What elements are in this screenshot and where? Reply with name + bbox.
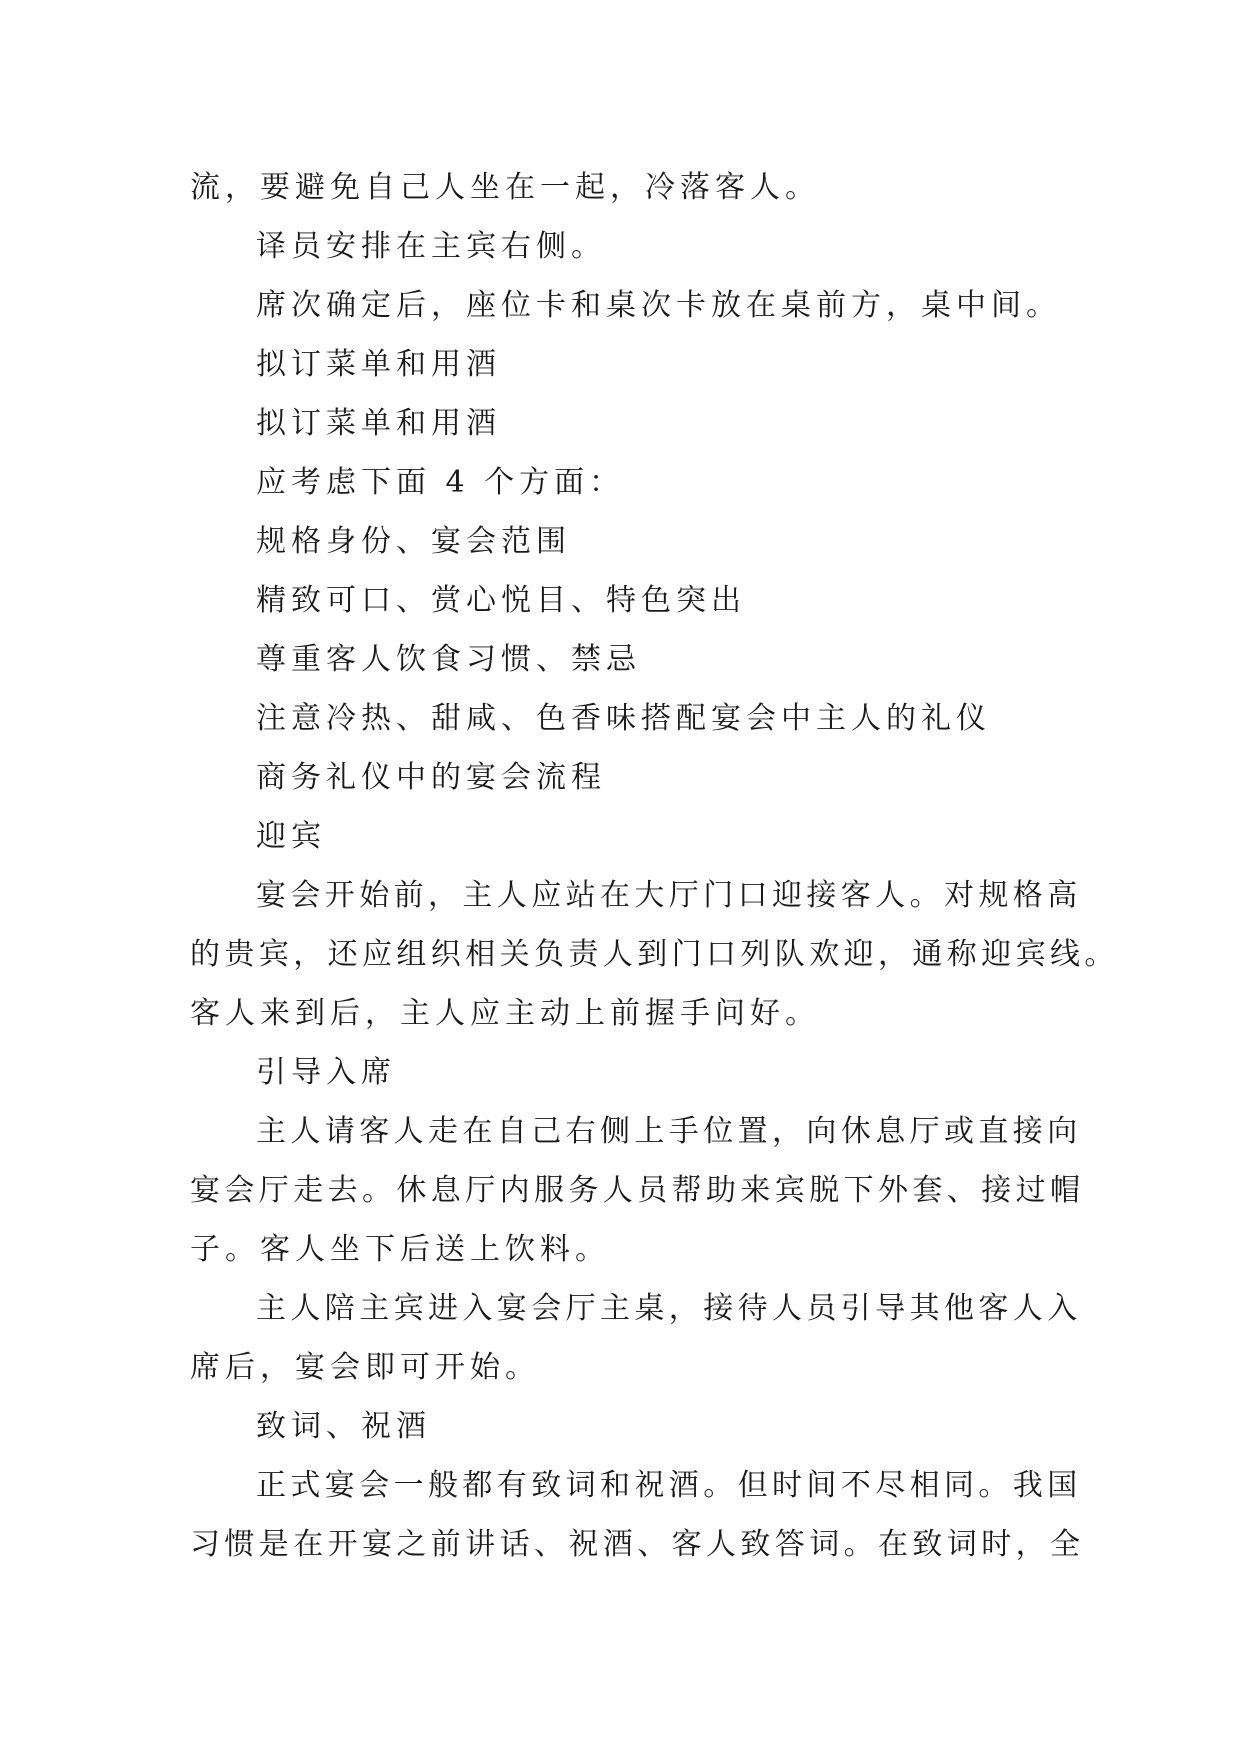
text-line: 宴会开始前，主人应站在大厅门口迎接客人。对规格高	[256, 878, 1082, 913]
text-line: 引导入席	[256, 1055, 396, 1090]
text-line: 迎宾	[256, 819, 326, 854]
text-line: 主人陪主宾进入宴会厅主桌，接待人员引导其他客人入	[256, 1291, 1082, 1326]
text-line: 流，要避免自己人坐在一起，冷落客人。	[190, 170, 820, 205]
text-line: 主人请客人走在自己右侧上手位置，向休息厅或直接向	[256, 1114, 1082, 1149]
text-line: 席后，宴会即可开始。	[190, 1350, 540, 1385]
text-line: 习惯是在开宴之前讲话、祝酒、客人致答词。在致词时，全	[190, 1527, 1085, 1562]
text-line: 商务礼仪中的宴会流程	[256, 760, 606, 795]
text-line: 应考虑下面 4 个方面：	[256, 465, 625, 500]
text-line: 宴会厅走去。休息厅内服务人员帮助来宾脱下外套、接过帽	[190, 1173, 1085, 1208]
text-line: 致词、祝酒	[256, 1409, 431, 1444]
text-line: 精致可口、赏心悦目、特色突出	[256, 583, 746, 618]
text-line: 规格身份、宴会范围	[256, 524, 571, 559]
text-line: 译员安排在主宾右侧。	[256, 229, 606, 264]
text-line: 子。客人坐下后送上饮料。	[190, 1232, 610, 1267]
text-line: 尊重客人饮食习惯、禁忌	[256, 642, 641, 677]
text-line: 客人来到后，主人应主动上前握手问好。	[190, 996, 820, 1031]
text-line: 正式宴会一般都有致词和祝酒。但时间不尽相同。我国	[256, 1468, 1082, 1503]
document-body	[190, 158, 1119, 1574]
text-line: 的贵宾，还应组织相关负责人到门口列队欢迎，通称迎宾线。	[190, 937, 1119, 972]
text-line: 拟订菜单和用酒	[256, 406, 501, 441]
text-line: 席次确定后，座位卡和桌次卡放在桌前方，桌中间。	[256, 288, 1061, 323]
text-line: 注意冷热、甜咸、色香味搭配宴会中主人的礼仪	[256, 701, 991, 736]
text-line: 拟订菜单和用酒	[256, 347, 501, 382]
